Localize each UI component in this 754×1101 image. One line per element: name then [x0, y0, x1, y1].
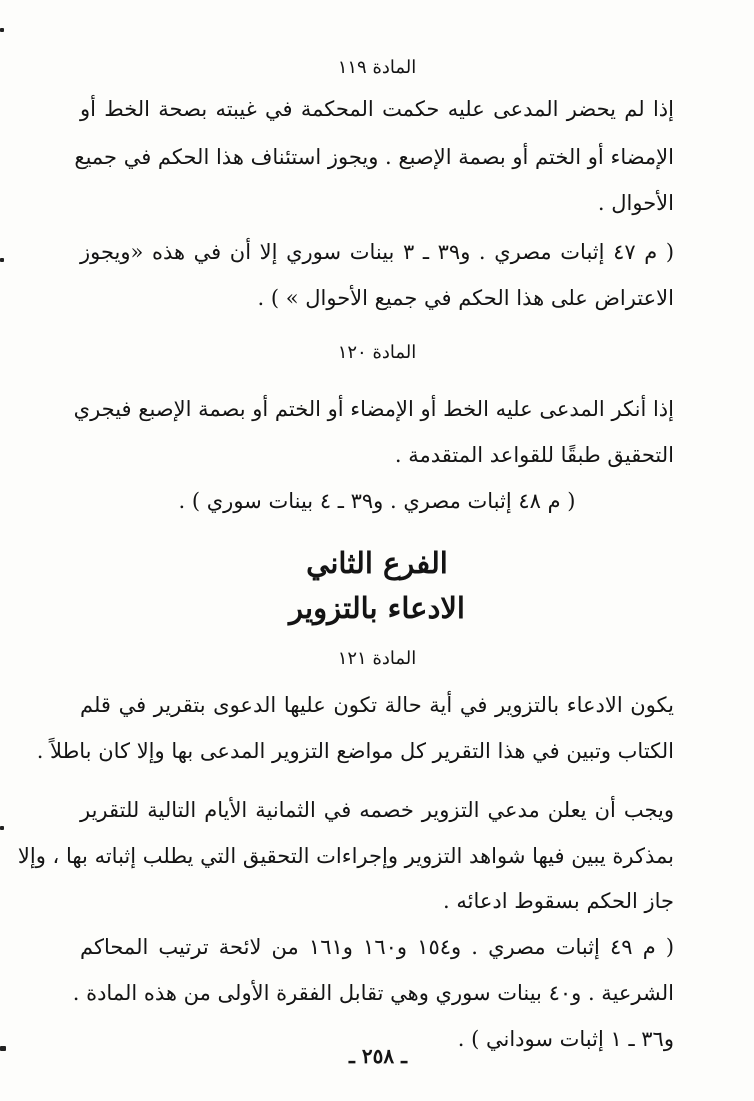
article-121-para1-line: الكتاب وتبين في هذا التقرير كل مواضع التزوير المدعى بها وإلا كان باطلاً . — [36, 739, 674, 763]
article-121-heading: المادة ١٢١ — [337, 648, 417, 669]
article-120-text-line: التحقيق طبقًا للقواعد المتقدمة . — [394, 443, 674, 467]
article-121-reference-line: الشرعية . و٤٠ بينات سوري وهي تقابل الفقرة الأولى من هذه المادة . — [72, 981, 674, 1005]
branch-title: الفرع الثاني — [306, 546, 448, 580]
article-119-heading: المادة ١١٩ — [337, 57, 417, 78]
article-119-text-line: إذا لم يحضر المدعى عليه حكمت المحكمة في غيبته بصحة الخط أو — [80, 97, 674, 121]
article-121-para2-line: بمذكرة يبين فيها شواهد التزوير وإجراءات التحقيق التي يطلب إثباته بها ، وإلا — [17, 844, 674, 868]
article-119-reference-line: الاعتراض على هذا الحكم في جميع الأحوال » ) . — [257, 286, 674, 310]
article-121-para1-line: يكون الادعاء بالتزوير في أية حالة تكون عليها الدعوى بتقرير في قلم — [80, 693, 674, 717]
scan-speck — [0, 258, 4, 262]
article-121-reference-line: و٣٦ ـ ١ إثبات سوداني ) . — [457, 1027, 674, 1051]
scan-speck — [0, 28, 4, 32]
article-121-para2-line: جاز الحكم بسقوط ادعائه . — [443, 889, 674, 913]
branch-subtitle: الادعاء بالتزوير — [289, 591, 465, 625]
article-119-text-line: الإمضاء أو الختم أو بصمة الإصبع . ويجوز استئناف هذا الحكم في جميع — [74, 145, 674, 169]
article-121-para2-line: ويجب أن يعلن مدعي التزوير خصمه في الثمانية الأيام التالية للتقرير — [80, 798, 674, 822]
scan-speck — [0, 826, 4, 830]
article-120-heading: المادة ١٢٠ — [337, 342, 417, 363]
article-121-reference-line: ( م ٤٩ إثبات مصري . و١٥٤ و١٦٠ و١٦١ من لائحة ترتيب المحاكم — [80, 935, 675, 959]
page-number: ـ ٢٥٨ ـ — [349, 1044, 407, 1068]
article-120-reference: ( م ٤٨ إثبات مصري . و٣٩ ـ ٤ بينات سوري ) . — [178, 489, 576, 513]
article-119-text-line: الأحوال . — [597, 191, 674, 215]
article-119-reference-line: ( م ٤٧ إثبات مصري . و٣٩ ـ ٣ بينات سوري إلا أن في هذه «ويجوز — [80, 240, 675, 264]
article-120-text-line: إذا أنكر المدعى عليه الخط أو الإمضاء أو الختم أو بصمة الإصبع فيجري — [73, 397, 674, 421]
scan-speck — [0, 1046, 6, 1051]
